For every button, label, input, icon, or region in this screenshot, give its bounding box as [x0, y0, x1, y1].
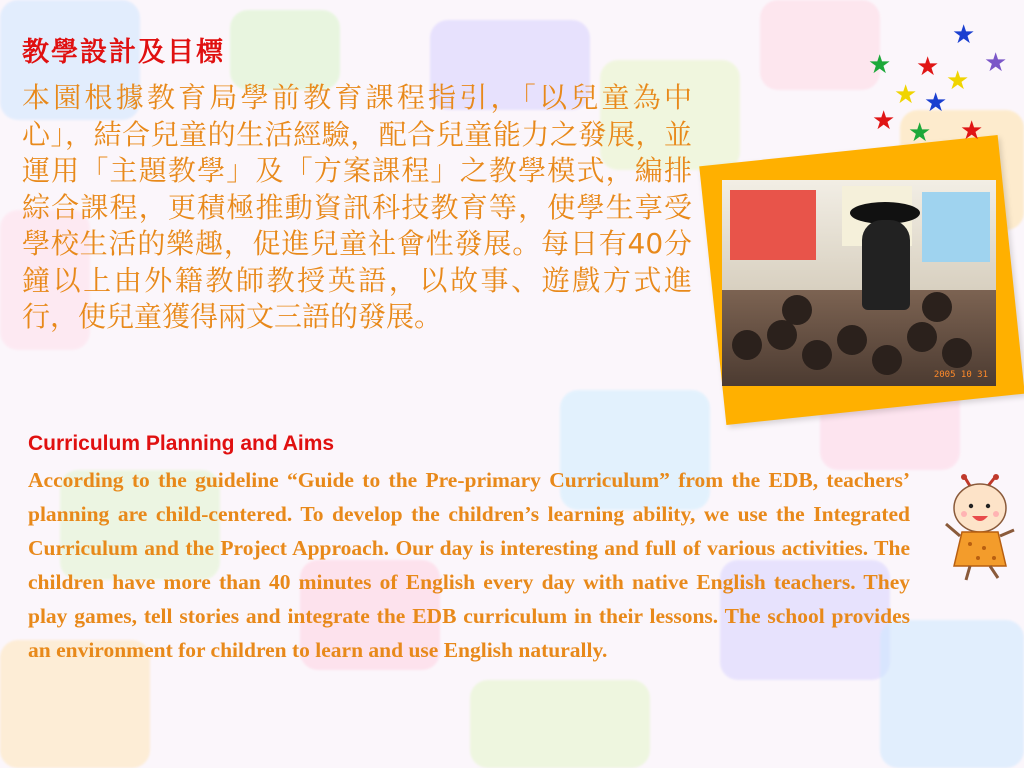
- teacher-figure: [862, 220, 910, 310]
- photo-board: [922, 192, 990, 262]
- child-figure: [837, 325, 867, 355]
- star-icon: ★: [984, 48, 1008, 78]
- child-figure: [782, 295, 812, 325]
- child-figure: [802, 340, 832, 370]
- star-icon: ★: [916, 52, 940, 82]
- colorful-stars-icon: [860, 20, 1020, 150]
- star-icon: ★: [960, 116, 984, 146]
- child-figure: [732, 330, 762, 360]
- star-icon: ★: [908, 118, 932, 148]
- child-figure: [942, 338, 972, 368]
- chinese-body: 本園根據教育局學前教育課程指引，「以兒童為中心」，結合兒童的生活經驗，配合兒童能力之發展，並運用「主題教學」及「方案課程」之教學模式，編排綜合課程，更積極推動資訊科技教育等，使學生享受學校生活的樂趣，促進兒童社會性發展。每日有40分鐘以上由外籍教師教授英語，以故事、遊戲方式進行，使兒童獲得兩文三語的發展。: [22, 81, 692, 333]
- child-figure: [907, 322, 937, 352]
- star-icon: ★: [868, 50, 892, 80]
- english-body: According to the guideline “Guide to the Pre-primary Curriculum” from the EDB, teachers’ planning are child-centered. To develop the children’s learning ability, we use the Integrated Curriculum and the Project Approach. Our day is interesting and full of various activities. The children have more than 40 minutes of English every day with native English teachers. They play games, tell stories and integrate the EDB curriculum in their lessons. The school provides an environment for children to learn and use English naturally.: [28, 468, 910, 662]
- child-figure: [922, 292, 952, 322]
- english-title: Curriculum Planning and Aims: [28, 432, 335, 455]
- star-icon: ★: [946, 66, 970, 96]
- star-icon: ★: [924, 88, 948, 118]
- bg-tile: [470, 680, 650, 768]
- star-icon: ★: [894, 80, 918, 110]
- star-icon: ★: [872, 106, 896, 136]
- photo-date-stamp: 2005 10 31: [933, 370, 988, 380]
- classroom-photo: [722, 180, 996, 386]
- child-figure: [872, 345, 902, 375]
- cartoon-girl-icon: [940, 474, 1020, 584]
- photo-board: [730, 190, 816, 260]
- star-icon: ★: [952, 20, 976, 50]
- bg-tile: [230, 10, 340, 90]
- chinese-title: 教學設計及目標: [22, 37, 225, 68]
